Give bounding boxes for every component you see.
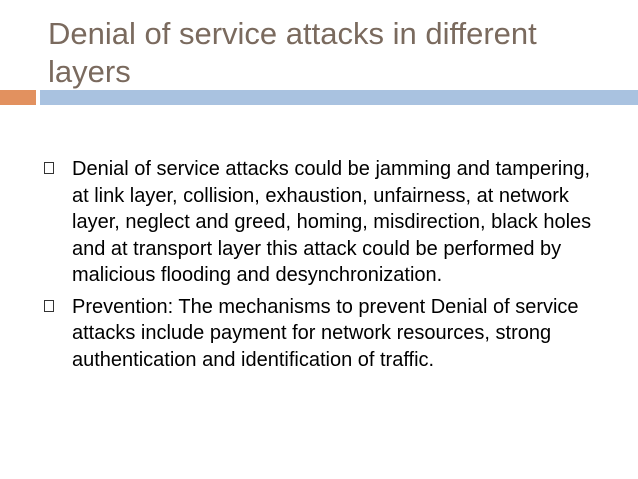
bullet-text: Prevention: The mechanisms to prevent Denial of service attacks include payment for network resources, strong authentication and identification of traffic. (72, 295, 579, 371)
hollow-square-bullet-icon (44, 162, 54, 174)
title-rule-accent (0, 90, 36, 105)
bullet-text: Denial of service attacks could be jamming and tampering, at link layer, collision, exhaustion, unfairness, at network layer, neglect and greed, homing, misdirection, black holes and at transport layer this attack could be performed by malicious flooding and desynchronization. (72, 158, 592, 286)
bullet-list (44, 156, 604, 378)
hollow-square-bullet-icon (44, 300, 54, 312)
title-rule (40, 90, 638, 105)
bullet-item (44, 294, 604, 374)
slide-title: Denial of service attacks in different layers (48, 16, 537, 89)
bullet-item (44, 156, 604, 289)
